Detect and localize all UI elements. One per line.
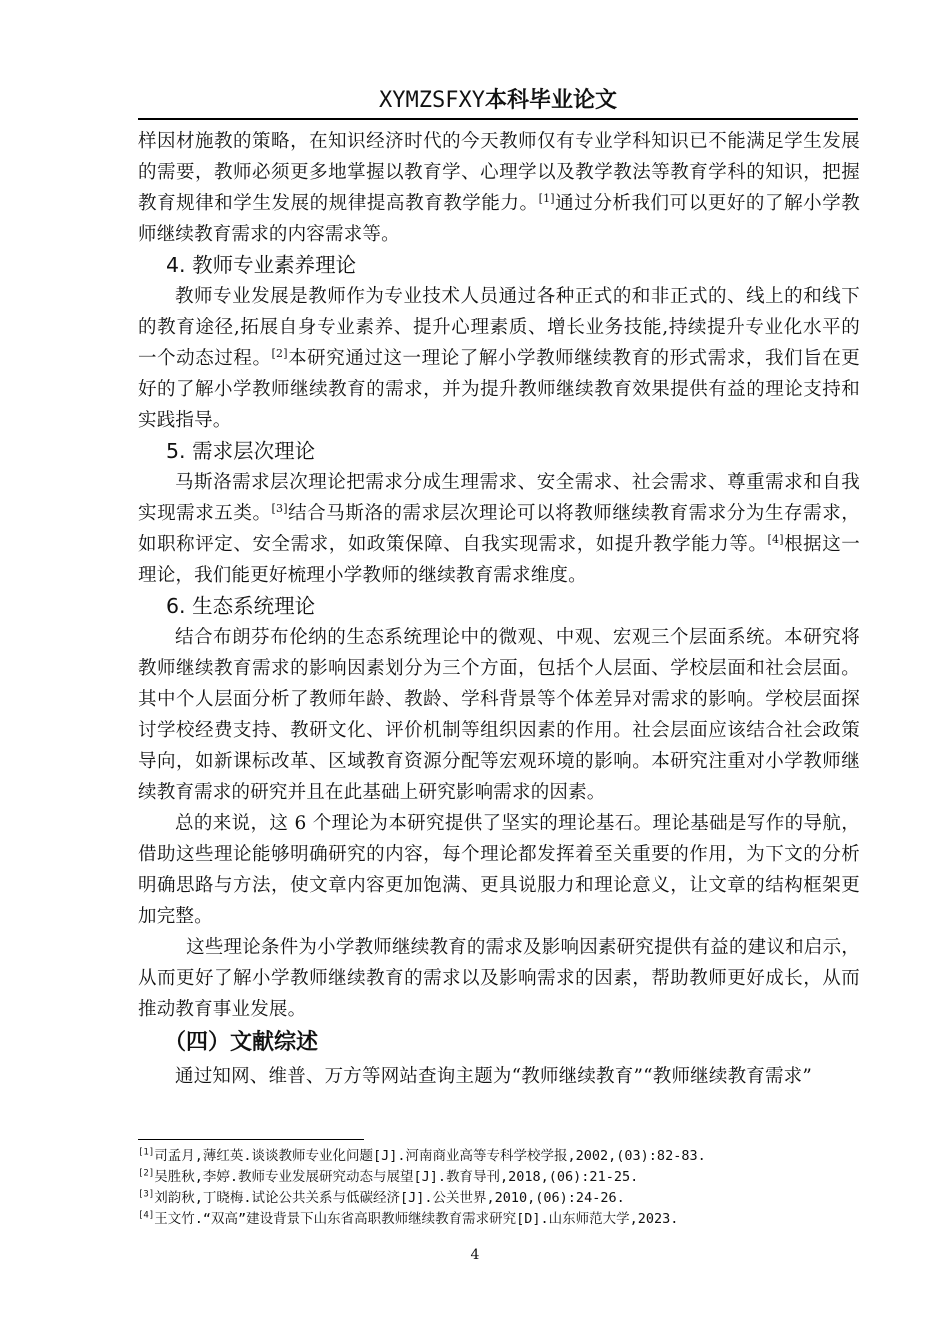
footnote-text: 司孟月,薄红英.谈谈教师专业化问题[J].河南商业高等专科学校学报,2002,(03):82-83. [154, 1148, 706, 1164]
paragraph-text: 本研究通过这一理论了解小学教师继续教育的形式需求，我们旨在更好的了解小学教师继续教育的需求，并为提升教师继续教育效果提供有益的理论支持和实践指导。 [138, 348, 860, 431]
paragraph: 结合布朗芬布伦纳的生态系统理论中的微观、中观、宏观三个层面系统。本研究将教师继续教育需求的影响因素划分为三个方面，包括个人层面、学校层面和社会层面。其中个人层面分析了教师年龄、教龄、学科背景等个体差异对需求的影响。学校层面探讨学校经费支持、教研文化、评价机制等组织因素的作用。社会层面应该结合社会政策导向，如新课标改革、区域教育资源分配等宏观环境的影响。本研究注重对小学教师继续教育需求的研究并且在此基础上研究影响需求的因素。 [138, 627, 860, 803]
paragraph: 这些理论条件为小学教师继续教育的需求及影响因素研究提供有益的建议和启示，从而更好了解小学教师继续教育的需求以及影响需求的因素，帮助教师更好成长，从而推动教育事业发展。 [138, 937, 860, 1020]
subsection-heading: 5. 需求层次理论 [166, 439, 316, 463]
footnote-mark: [1] [138, 1147, 155, 1158]
citation-mark: [4] [767, 532, 784, 546]
footnote-item [138, 1146, 860, 1167]
footnote-mark: [3] [138, 1189, 155, 1200]
citation-mark: [3] [271, 501, 288, 515]
citation-mark: [2] [271, 346, 288, 360]
paragraph-text: 马斯洛需求层次理论把需求分成生理需求、安全需求、社会需求、尊重需求和自我实现需求五类。 [138, 472, 860, 524]
footnote-item [138, 1188, 860, 1209]
page-number: 4 [470, 1247, 480, 1263]
paragraph: 通过知网、维普、万方等网站查询主题为“教师继续教育”“教师继续教育需求” [175, 1066, 813, 1087]
paragraph [138, 467, 860, 591]
paragraph-text: 结合马斯洛的需求层次理论可以将教师继续教育需求分为生存需求，如职称评定、安全需求，如政策保障、自我实现需求，如提升教学能力等。 [138, 503, 860, 555]
footnotes [138, 1146, 860, 1230]
footnote-item [138, 1209, 860, 1230]
paragraph-text: 教师专业发展是教师作为专业技术人员通过各种正式的和非正式的、线上的和线下的教育途径,拓展自身专业素养、提升心理素质、增长业务技能,持续提升专业化水平的一个动态过程。 [138, 286, 860, 369]
footnote-divider [138, 1139, 364, 1140]
footnote-mark: [2] [138, 1168, 155, 1179]
footnote-text: 王文竹.“双高”建设背景下山东省高职教师继续教育需求研究[D].山东师范大学,2023. [154, 1211, 679, 1227]
paragraph-text: 样因材施教的策略，在知识经济时代的今天教师仅有专业学科知识已不能满足学生发展的需要，教师必须更多地掌握以教育学、心理学以及教学教法等教育学科的知识，把握教育规律和学生发展的规律提高教育教学能力。 [138, 131, 860, 214]
citation-mark: [1] [538, 191, 555, 205]
paragraph [138, 126, 860, 250]
header-code: XYMZSFXY [379, 88, 485, 113]
page-body [138, 126, 860, 1092]
subsection-heading: 6. 生态系统理论 [166, 594, 316, 618]
page-header [138, 84, 858, 120]
paragraph: 总的来说，这 6 个理论为本研究提供了坚实的理论基石。理论基础是写作的导航，借助这些理论能够明确研究的内容，每个理论都发挥着至关重要的作用，为下文的分析明确思路与方法，使文章内容更加饱满、更具说服力和理论意义，让文章的结构框架更加完整。 [138, 813, 860, 927]
footnote-text: 吴胜秋,李婷.教师专业发展研究动态与展望[J].教育导刊,2018,(06):21-25. [154, 1169, 639, 1185]
subsection-heading: 4. 教师专业素养理论 [166, 253, 357, 277]
paragraph [138, 281, 860, 436]
header-title: 本科毕业论文 [484, 88, 617, 113]
footnote-item [138, 1167, 860, 1188]
footnote-mark: [4] [138, 1210, 155, 1221]
footnote-text: 刘韵秋,丁晓梅.试论公共关系与低碳经济[J].公关世界,2010,(06):24-26. [154, 1190, 625, 1206]
section-heading: （四）文献综述 [164, 1030, 319, 1055]
paragraph-text: 通过分析我们可以更好的了解小学教师继续教育需求的内容需求等。 [138, 193, 861, 245]
paragraph-text: 根据这一理论，我们能更好梳理小学教师的继续教育需求维度。 [138, 534, 860, 586]
